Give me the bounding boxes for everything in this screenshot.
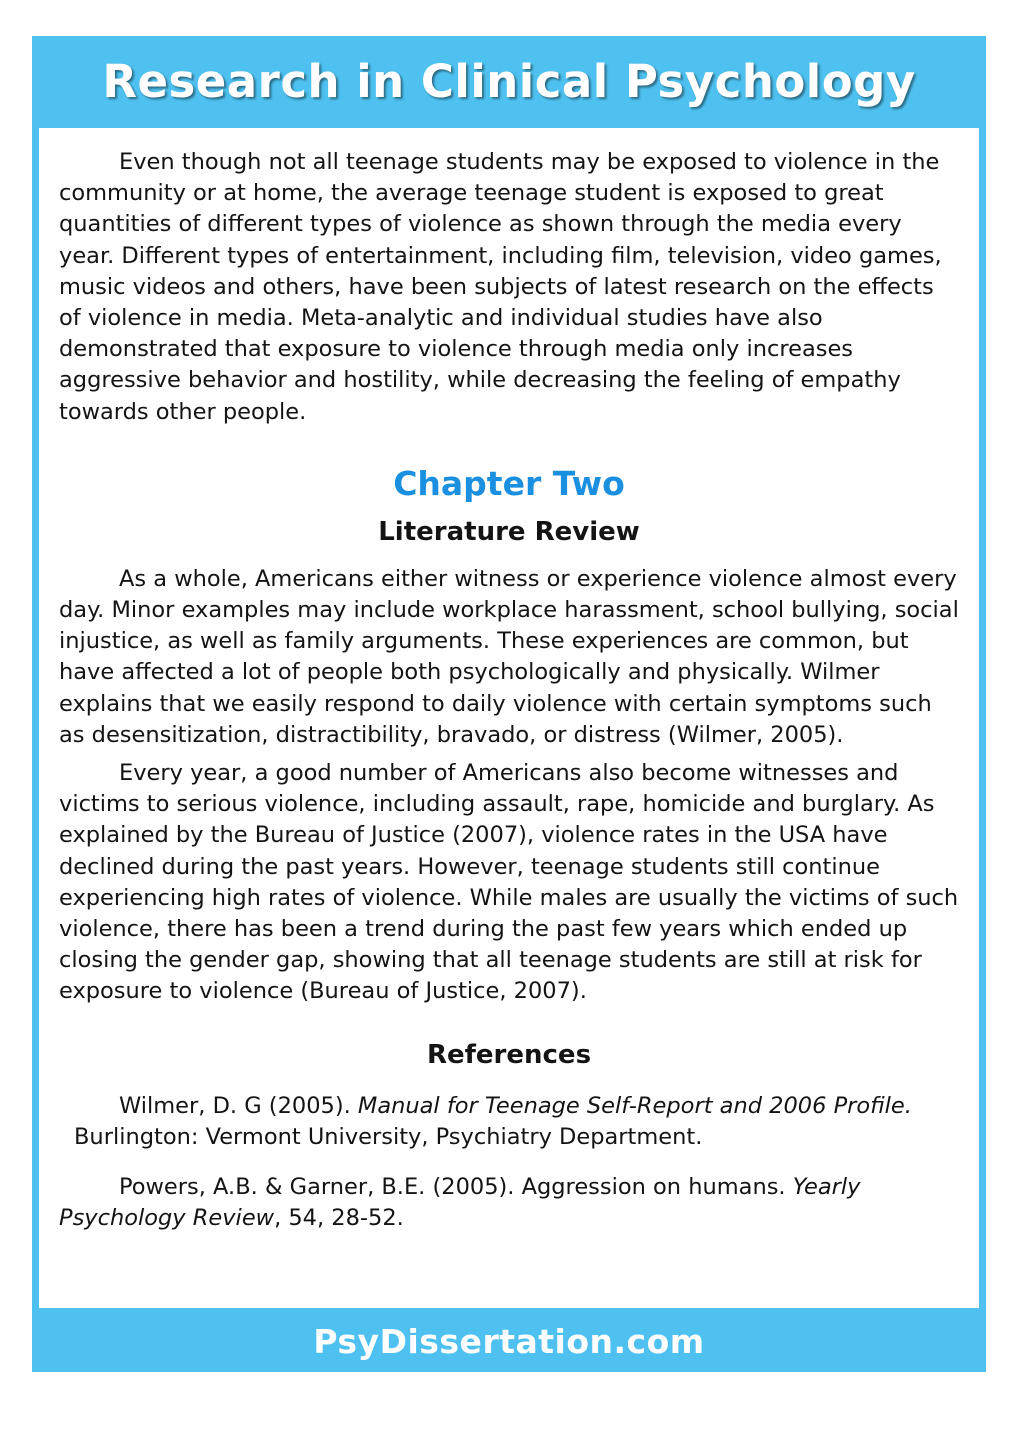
body-paragraph: Every year, a good number of Americans also become witnesses and victims to serious violence, including assault, rape, homicide and burglary. As explained by the Bureau of Justice (2007), violence rates in the USA have declined during the past years. However, teenage students still continue experiencing high rates of violence. While males are usually the victims of such violence, there has been a trend during the past few years which ended up closing the gender gap, showing that all teenage students are still at risk for exposure to violence (Bureau of Justice, 2007). [59,760,959,1005]
chapter-title: Chapter Two [393,463,625,503]
page-title: Research in Clinical Psychology [102,54,916,108]
reference-author: Powers, A.B. & Garner, B.E. (2005). Aggression on humans. [119,1174,793,1201]
body-paragraph: As a whole, Americans either witness or experience violence almost every day. Minor examples may include workplace harassment, school bullying, social injustice, as well as family arguments. These experiences are common, but have affected a lot of people both psychologically and physically. Wilmer explains that we easily respond to daily violence with certain symptoms such as desensitization, distractibility, bravado, or distress (Wilmer, 2005). [59,565,959,748]
reference-publisher: Burlington: Vermont University, Psychiatry Department. [74,1123,703,1150]
intro-paragraph: Even though not all teenage students may be exposed to violence in the community or at home, the average teenage student is exposed to great quantities of different types of violence as shown through the media every year. Different types of entertainment, including film, television, video games, music videos and others, have been subjects of latest research on the effects of violence in media. Meta-analytic and individual studies have also demonstrated that exposure to violence through media only increases aggressive behavior and hostility, while decreasing the feeling of empathy towards other people. [59,149,942,425]
reference-item [59,1172,959,1234]
reference-item [59,1091,959,1122]
content-area [39,128,979,1308]
reference-details: , 54, 28-52. [274,1205,404,1232]
references-heading: References [426,1039,592,1070]
reference-author: Wilmer, D. G (2005). [119,1092,358,1119]
page-frame [32,36,986,1372]
header-banner [32,36,986,126]
footer-banner [32,1310,986,1372]
reference-title: Manual for Teenage Self-Report and 2006 Profile. [357,1092,912,1119]
section-heading: Literature Review [378,516,640,547]
footer-site-name: PsyDissertation.com [313,1321,705,1361]
reference-journal: Yearly Psychology Review [59,1174,861,1232]
